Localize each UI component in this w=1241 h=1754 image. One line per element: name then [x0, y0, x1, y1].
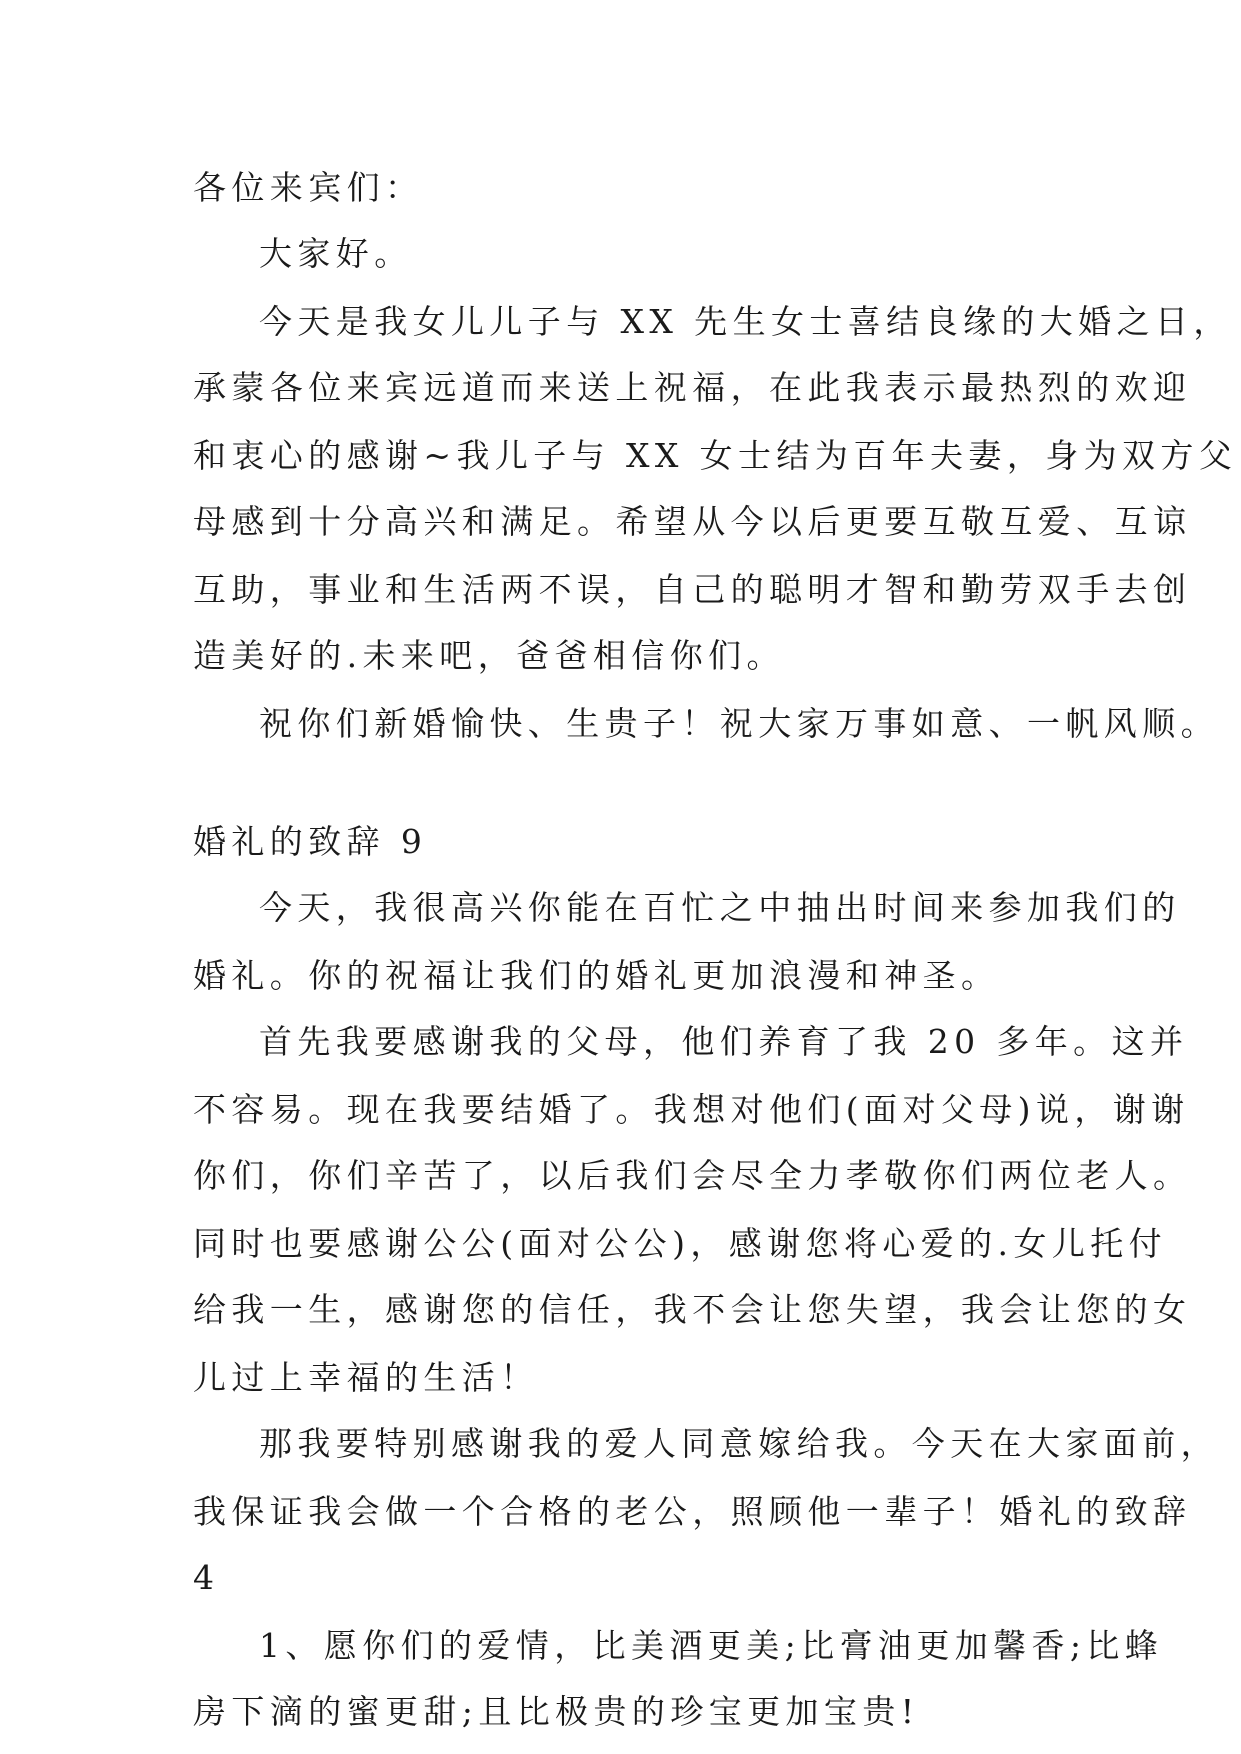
text-line: 那我要特别感谢我的爱人同意嫁给我。今天在大家面前，: [259, 1424, 1219, 1463]
text-line: 你们，你们辛苦了，以后我们会尽全力孝敬你们两位老人。: [193, 1156, 1192, 1195]
text-line: 今天，我很高兴你能在百忙之中抽出时间来参加我们的: [259, 888, 1181, 927]
text-line: 不容易。现在我要结婚了。我想对他们(面对父母)说，谢谢: [193, 1090, 1190, 1129]
text-line: 房下滴的蜜更甜;且比极贵的珍宝更加宝贵!: [193, 1692, 920, 1731]
text-line: 承蒙各位来宾远道而来送上祝福，在此我表示最热烈的欢迎: [193, 368, 1192, 407]
text-line: 儿过上幸福的生活！: [193, 1358, 539, 1397]
text-line: 1、愿你们的爱情，比美酒更美;比膏油更加馨香;比蜂: [259, 1626, 1164, 1665]
text-line: 给我一生，感谢您的信任，我不会让您失望，我会让您的女: [193, 1290, 1192, 1329]
text-line: 今天是我女儿儿子与 XX 先生女士喜结良缘的大婚之日，: [259, 302, 1232, 341]
text-line: 婚礼。你的祝福让我们的婚礼更加浪漫和神圣。: [193, 956, 1000, 995]
text-line: 首先我要感谢我的父母，他们养育了我 20 多年。这并: [259, 1022, 1189, 1061]
section-heading: 婚礼的致辞 9: [193, 822, 428, 861]
text-line: 互助，事业和生活两不误，自己的聪明才智和勤劳双手去创: [193, 570, 1192, 609]
text-line: 同时也要感谢公公(面对公公)，感谢您将心爱的.女儿托付: [193, 1224, 1168, 1263]
text-line: 4: [193, 1558, 220, 1597]
text-line: 造美好的.未来吧，爸爸相信你们。: [193, 636, 785, 675]
text-line: 祝你们新婚愉快、生贵子！祝大家万事如意、一帆风顺。: [259, 704, 1219, 743]
text-line: 大家好。: [259, 234, 413, 273]
text-line: 和衷心的感谢~我儿子与 XX 女士结为百年夫妻，身为双方父: [193, 436, 1238, 475]
text-line: 母感到十分高兴和满足。希望从今以后更要互敬互爱、互谅: [193, 502, 1192, 541]
greeting-line: 各位来宾们：: [193, 168, 424, 207]
text-line: 我保证我会做一个合格的老公，照顾他一辈子！婚礼的致辞: [193, 1492, 1192, 1531]
